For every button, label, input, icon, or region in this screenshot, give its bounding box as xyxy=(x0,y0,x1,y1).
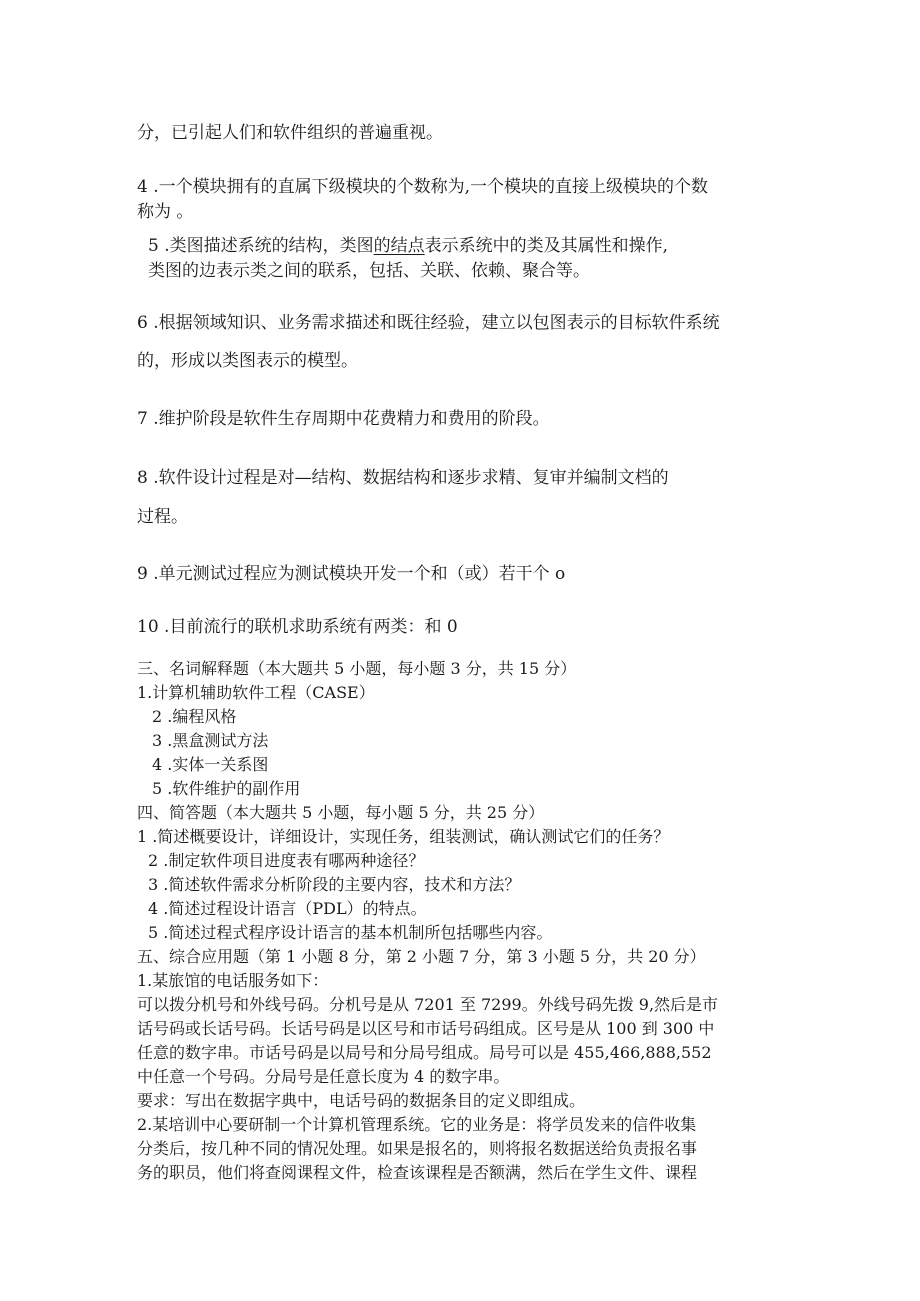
term-2: 2 .编程风格 xyxy=(152,707,237,726)
application-2-text: 分类后，按几种不同的情况处理。如果是报名的，则将报名数据送给负责报名事 xyxy=(137,1139,698,1158)
q5-part-b: 表示系统中的类及其属性和操作, xyxy=(424,236,669,256)
question-9: 9 .单元测试过程应为测试模块开发一个和（或）若干个 o xyxy=(137,564,566,584)
section-heading-5: 五、综合应用题（第 1 小题 8 分，第 2 小题 7 分，第 3 小题 5 分，共 20 分） xyxy=(137,947,706,966)
question-10: 10 .目前流行的联机求助系统有两类：和 0 xyxy=(137,617,458,637)
section-heading-3: 三、名词解释题（本大题共 5 小题，每小题 3 分，共 15 分） xyxy=(137,659,577,678)
term-1: 1.计算机辅助软件工程（CASE） xyxy=(137,683,375,702)
q5-underlined: 的结点 xyxy=(373,236,425,256)
short-answer-5: 5 .简述过程式程序设计语言的基本机制所包括哪些内容。 xyxy=(148,923,553,942)
question-8-cont: 过程。 xyxy=(137,507,188,527)
question-6: 6 .根据领域知识、业务需求描述和既往经验，建立以包图表示的目标软件系统 xyxy=(137,313,720,333)
short-answer-3: 3 .简述软件需求分析阶段的主要内容，技术和方法？ xyxy=(148,875,521,894)
application-1-text: 中任意一个号码。分局号是任意长度为 4 的数字串。 xyxy=(137,1067,510,1086)
question-7: 7 .维护阶段是软件生存周期中花费精力和费用的阶段。 xyxy=(137,409,550,429)
application-1-requirement: 要求：写出在数据字典中，电话号码的数据条目的定义即组成。 xyxy=(137,1091,586,1110)
text-line: 分，已引起人们和软件组织的普遍重视。 xyxy=(137,123,443,143)
term-5: 5 .软件维护的副作用 xyxy=(152,779,301,798)
section-heading-4: 四、简答题（本大题共 5 小题，每小题 5 分，共 25 分） xyxy=(137,803,545,822)
short-answer-2: 2 .制定软件项目进度表有哪两种途径？ xyxy=(148,851,425,870)
question-4: 4 .一个模块拥有的直属下级模块的个数称为,一个模块的直接上级模块的个数 xyxy=(137,177,709,197)
term-3: 3 .黑盒测试方法 xyxy=(152,731,269,750)
question-5 xyxy=(148,236,668,256)
application-2-title: 2.某培训中心要研制一个计算机管理系统。它的业务是：将学员发来的信件收集 xyxy=(137,1115,697,1134)
application-2-text: 务的职员，他们将查阅课程文件，检查该课程是否额满，然后在学生文件、课程 xyxy=(137,1163,698,1182)
application-1-title: 1.某旅馆的电话服务如下： xyxy=(137,971,329,990)
term-4: 4 .实体一关系图 xyxy=(152,755,269,774)
short-answer-1: 1 .简述概要设计，详细设计，实现任务，组装测试，确认测试它们的任务？ xyxy=(137,827,670,846)
short-answer-4: 4 .简述过程设计语言（PDL）的特点。 xyxy=(148,899,427,918)
question-8: 8 .软件设计过程是对—结构、数据结构和逐步求精、复审并编制文档的 xyxy=(137,468,669,488)
application-1-text: 任意的数字串。市话号码是以局号和分局号组成。局号可以是 455,466,888,552 xyxy=(137,1043,712,1062)
question-4-cont: 称为 。 xyxy=(137,202,194,222)
application-1-text: 话号码或长话号码。长话号码是以区号和市话号码组成。区号是从 100 到 300 中 xyxy=(137,1019,715,1038)
application-1-text: 可以拨分机号和外线号码。分机号是从 7201 至 7299。外线号码先拨 9,然后是市 xyxy=(137,995,719,1014)
q5-part-a: 5 .类图描述系统的结构，类图 xyxy=(148,236,374,256)
question-6-cont: 的，形成以类图表示的模型。 xyxy=(137,351,358,371)
question-5-cont: 类图的边表示类之间的联系，包括、关联、依赖、聚合等。 xyxy=(148,261,590,281)
